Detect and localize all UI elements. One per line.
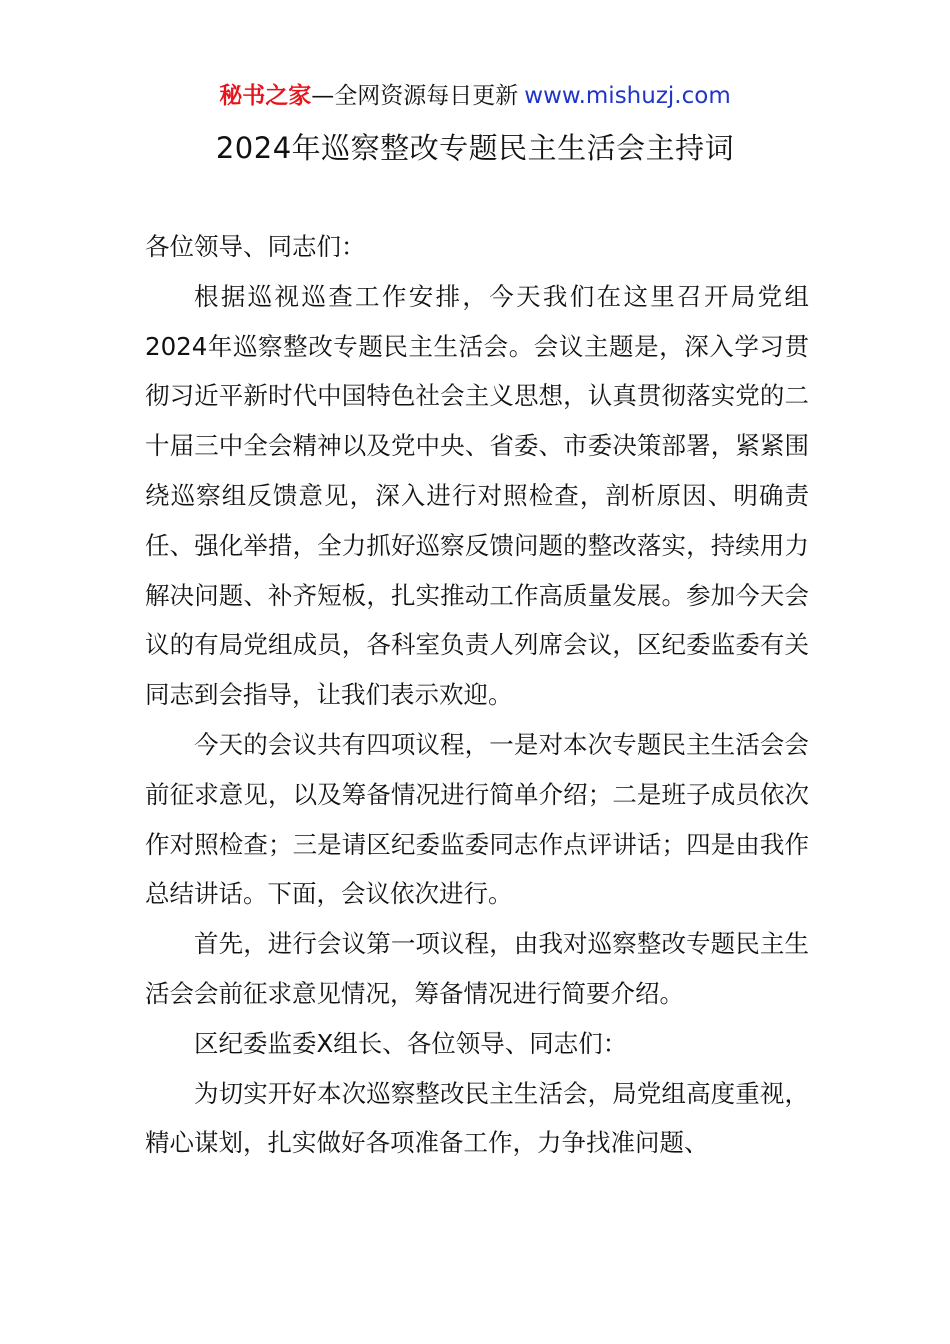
greeting: 各位领导、同志们： — [145, 232, 366, 261]
document-body — [145, 222, 809, 1168]
site-header — [0, 80, 950, 112]
site-brand: 秘书之家 — [219, 83, 312, 109]
paragraph-preparation: 为切实开好本次巡察整改民主生活会，局党组高度重视，精心谋划，扎实做好各项准备工作，力争找准问题、 — [145, 1078, 809, 1158]
paragraph-intro: 根据巡视巡查工作安排，今天我们在这里召开局党组2024年巡察整改专题民主生活会。会议主题是，深入学习贯彻习近平新时代中国特色社会主义思想，认真贯彻落实党的二十届三中全会精神以及党中央、省委、市委决策部署，紧紧围绕巡察组反馈意见，深入进行对照检查，剖析原因、明确责任、强化举措，全力抓好巡察反馈问题的整改落实，持续用力解决问题、补齐短板，扎实推动工作高质量发展。参加今天会议的有局党组成员，各科室负责人列席会议，区纪委监委有关同志到会指导，让我们表示欢迎。 — [145, 281, 809, 710]
site-url-link[interactable]: www.mishuzj.com — [524, 83, 731, 109]
paragraph-address: 区纪委监委X组长、各位领导、同志们： — [194, 1028, 628, 1058]
document-title: 2024年巡察整改专题民主生活会主持词 — [215, 131, 735, 165]
paragraph-first-item: 首先，进行会议第一项议程，由我对巡察整改专题民主生活会会前征求意见情况，筹备情况进行简要介绍。 — [145, 929, 809, 1008]
paragraph-agenda: 今天的会议共有四项议程，一是对本次专题民主生活会会前征求意见，以及筹备情况进行简单介绍；二是班子成员依次作对照检查；三是请区纪委监委同志作点评讲话；四是由我作总结讲话。下面，会议依次进行。 — [145, 729, 809, 909]
site-slogan: —全网资源每日更新 — [311, 83, 519, 109]
